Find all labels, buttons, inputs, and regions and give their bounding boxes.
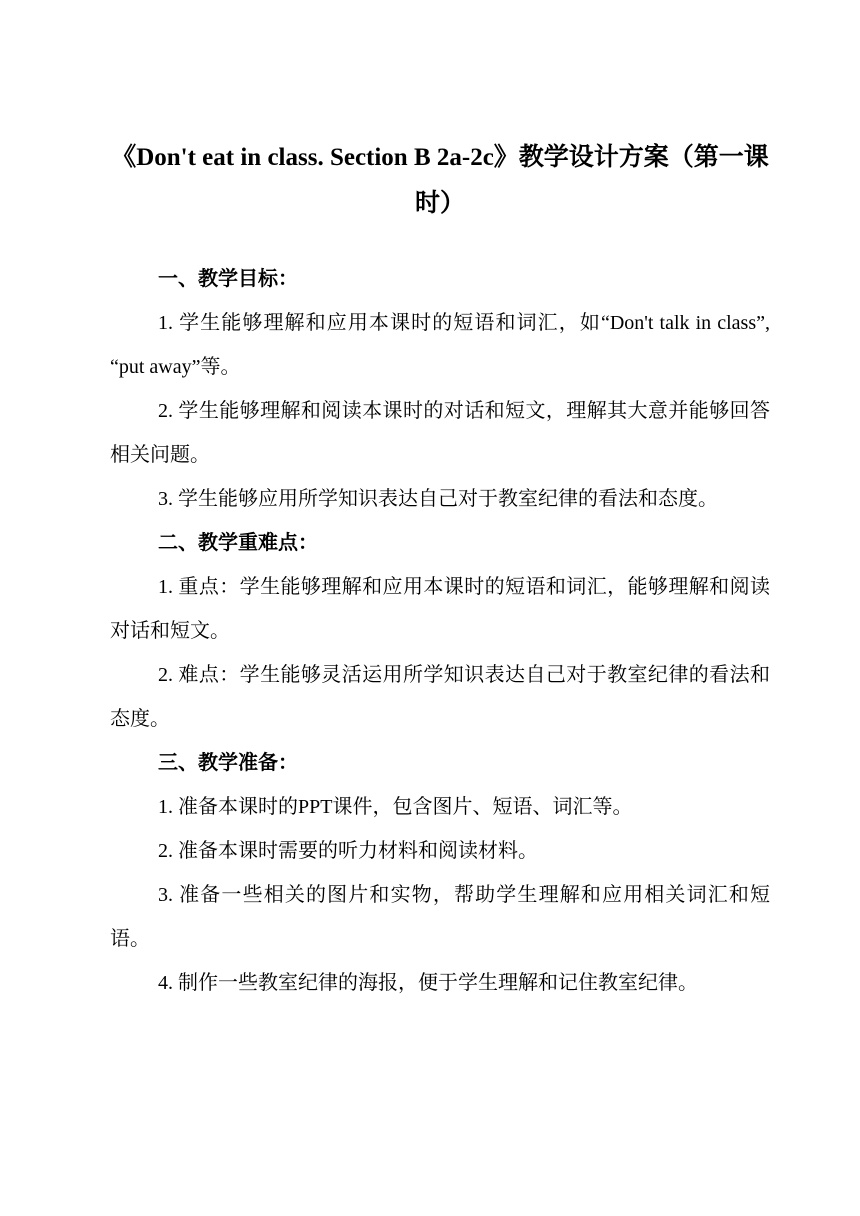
list-item: 3. 准备一些相关的图片和实物，帮助学生理解和应用相关词汇和短语。 xyxy=(110,884,770,950)
list-item: 2. 学生能够理解和阅读本课时的对话和短文，理解其大意并能够回答相关问题。 xyxy=(110,400,770,466)
section-teaching-objectives xyxy=(110,257,770,521)
document-page xyxy=(110,135,770,1005)
list-item: 2. 难点：学生能够灵活运用所学知识表达自己对于教室纪律的看法和态度。 xyxy=(110,664,770,730)
list-item: 1. 准备本课时的PPT课件，包含图片、短语、词汇等。 xyxy=(158,796,633,818)
list-item: 3. 学生能够应用所学知识表达自己对于教室纪律的看法和态度。 xyxy=(158,488,718,510)
section-heading: 二、教学重难点： xyxy=(158,532,318,554)
section-key-difficult-points xyxy=(110,521,770,741)
list-item: 1. 重点：学生能够理解和应用本课时的短语和词汇，能够理解和阅读对话和短文。 xyxy=(110,576,770,642)
section-teaching-preparation xyxy=(110,741,770,1005)
section-heading: 一、教学目标： xyxy=(158,268,298,290)
list-item: 4. 制作一些教室纪律的海报，便于学生理解和记住教室纪律。 xyxy=(158,972,698,994)
section-heading: 三、教学准备： xyxy=(158,752,298,774)
list-item: 1. 学生能够理解和应用本课时的短语和词汇，如“Don't talk in class”, “put away”等。 xyxy=(110,312,770,378)
document-title: 《Don't eat in class. Section B 2a-2c》教学设计方案（第一课时） xyxy=(111,144,769,217)
list-item: 2. 准备本课时需要的听力材料和阅读材料。 xyxy=(158,840,538,862)
